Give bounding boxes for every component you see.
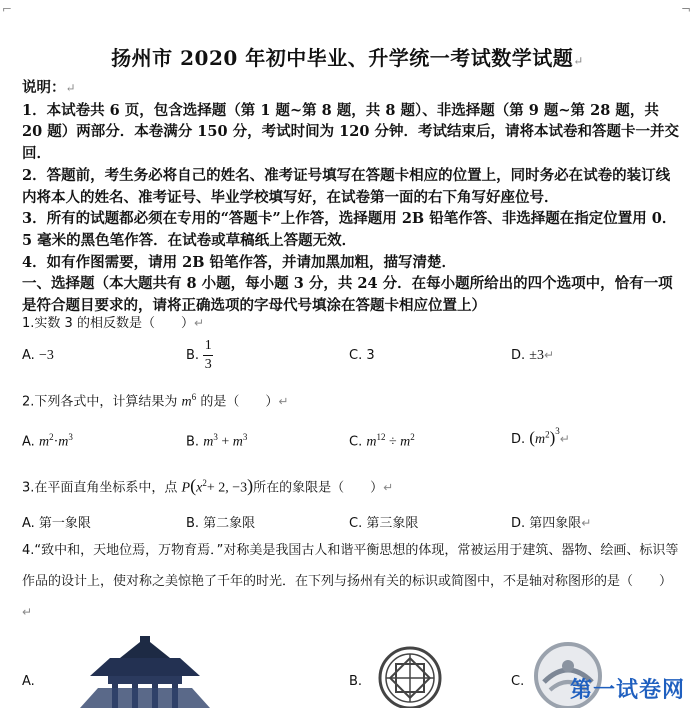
q3-option-b: B. 第二象限 — [186, 516, 256, 531]
note-4: 4．如有作图需要，请用 2B 铅笔作答，并请加黑加粗，描写清楚． — [22, 253, 457, 271]
section-1-heading: 一、选择题（本大题共有 8 小题，每小题 3 分，共 24 分．在每小题所给出的四个选项中，恰有一项是符合题目要求的，请将正确选项的字母代号填涂在答题卡相应位置上） — [22, 275, 673, 315]
q3-option-d: D. 第四象限↵ — [511, 516, 592, 531]
q1-option-a: A. −3 — [22, 348, 54, 363]
q3-option-a: A. 第一象限 — [22, 516, 91, 531]
corner-mark-left: ⌐ — [2, 2, 13, 16]
fraction: $\frac{1}{3}$ — [204, 338, 212, 372]
q4-option-a: A. — [22, 674, 35, 689]
note-1: 1．本试卷共 6 页，包含选择题（第 1 题~第 8 题，共 8 题）、非选择题（第 9 题~第 28 题，共 20 题）两部分．本卷满分 150 分，考试时间为 120 分钟．考试结束后，请将本试卷和答题卡一并交回． — [22, 101, 679, 163]
q2-option-a: A. $m^2\cdot m^3$ — [22, 432, 73, 450]
q1-option-d: D. ±3↵ — [511, 348, 555, 363]
q2-option-b: B. $m^3 + m^3$ — [186, 432, 248, 450]
window-lattice-figure — [375, 644, 445, 708]
q3-option-c: C. 第三象限 — [349, 516, 419, 531]
q1-option-b: B. $\frac{1}{3}$ — [186, 338, 212, 372]
question-2-stem: 2.下列各式中，计算结果为 $m^6$ 的是（ ）↵ — [22, 392, 289, 410]
q1-option-c: C. 3 — [349, 348, 375, 363]
watermark: 第一试卷网 — [569, 678, 685, 703]
q2-option-c: C. $m^{12} \div m^2$ — [349, 432, 415, 450]
pavilion-figure — [80, 636, 210, 708]
question-3-stem: 3.在平面直角坐标系中，点 $P(x^2+ 2$, −3)所在的象限是（ ）↵ — [22, 475, 394, 496]
q4-option-c: C. — [511, 674, 525, 689]
note-3: 3．所有的试题都必须在专用的“答题卡”上作答，选择题用 2B 铅笔作答、非选择题在指定位置用 0．5 毫米的黑色笔作答．在试卷或草稿纸上答题无效． — [22, 210, 677, 249]
note-label: 说明：↵ — [22, 79, 76, 96]
question-1-stem: 1.实数 3 的相反数是（ ）↵ — [22, 316, 205, 331]
q4-option-b: B. — [349, 674, 363, 689]
instructions — [22, 77, 682, 317]
question-4-stem: 4.“致中和，天地位焉，万物育焉．”对称美是我国古人和谐平衡思想的体现，常被运用于建筑、器物、绘画、标识等作品的设计上，使对称之美惊艳了千年的时光．在下列与扬州有关的标识或简图中，不是轴对称图形的是（ ）↵ — [22, 543, 679, 619]
corner-mark-right: ¬ — [680, 2, 691, 16]
q2-option-d: D. $(m^2)^3↵$ — [511, 425, 570, 447]
note-2: 2．答题前，考生务必将自己的姓名、准考证号填写在答题卡相应的位置上，同时务必在试卷的装订线内将本人的姓名、准考证号、毕业学校填写好，在试卷第一面的右下角写好座位号． — [22, 166, 671, 206]
page-title: 扬州市 2020 年初中毕业、升学统一考试数学试题↵ — [111, 46, 584, 70]
